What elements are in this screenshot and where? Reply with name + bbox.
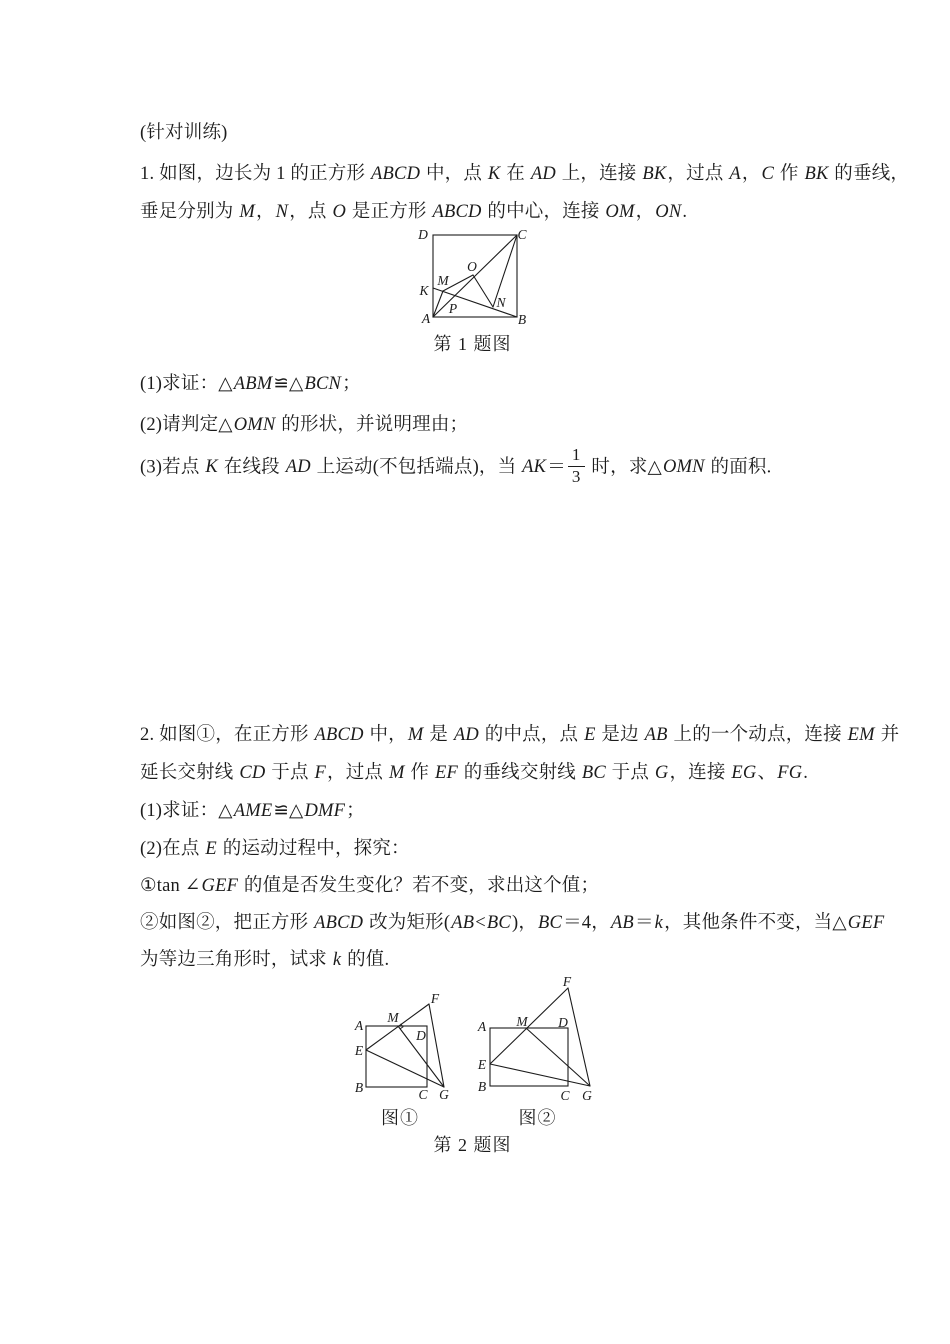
fraction-denominator: 3 [571, 466, 581, 486]
segment-eg [366, 1050, 444, 1087]
training-header: (针对训练) [140, 123, 228, 143]
segment-fg [429, 1004, 444, 1087]
point-label-d: D [418, 227, 428, 242]
point-label-f: F [430, 991, 440, 1006]
figure2-1-caption: 图① [381, 1108, 419, 1128]
fraction-numerator: 1 [568, 446, 585, 467]
point-label-c: C [418, 1087, 428, 1102]
point-label-o: O [467, 259, 477, 274]
point-label-n: N [496, 295, 506, 310]
problem2-q1: (1)求证：△AME≌△DMF； [140, 801, 365, 821]
problem1-q3-pre: (3)若点 K 在线段 AD 上运动(不包括端点)，当 AK＝ [140, 457, 566, 478]
problem1-q2: (2)请判定△OMN 的形状，并说明理由； [140, 415, 469, 435]
point-label-k: K [419, 283, 429, 298]
segment-mg [526, 1028, 590, 1086]
problem2-q2-sub1: ①tan ∠GEF 的值是否发生变化？若不变，求出这个值； [140, 876, 600, 896]
figure2-main-caption: 第 2 题图 [433, 1135, 512, 1155]
problem2-q2-sub2-line2: 为等边三角形时，试求 k 的值. [140, 950, 390, 970]
segment-fg [568, 988, 590, 1086]
problem2-line1: 2. 如图①，在正方形 ABCD 中，M 是 AD 的中点，点 E 是边 AB 上的一个动点，连接 EM 并 [140, 725, 900, 745]
problem1-q1: (1)求证：△ABM≌△BCN； [140, 374, 361, 394]
problem2-q2: (2)在点 E 的运动过程中，探究： [140, 839, 410, 859]
point-label-m: M [387, 1010, 399, 1025]
segment-on [473, 275, 493, 307]
point-label-d: D [558, 1015, 568, 1030]
point-label-f: F [562, 974, 572, 989]
point-label-m: M [437, 273, 449, 288]
problem1-q3-post: 时，求△OMN 的面积. [586, 457, 772, 478]
figure2-2-caption: 图② [518, 1108, 557, 1128]
point-label-d: D [416, 1028, 426, 1043]
segment-am [433, 291, 443, 317]
figure2-1-drawing [340, 985, 460, 1103]
figure-problem2-1 [340, 985, 460, 1108]
figure2-2-drawing [470, 970, 605, 1104]
point-label-a: A [421, 311, 431, 326]
segment-eg [490, 1064, 590, 1086]
problem1-line2: 垂足分别为 M，N，点 O 是正方形 ABCD 的中心，连接 OM，ON. [140, 202, 688, 222]
problem2-line2: 延长交射线 CD 于点 F，过点 M 作 EF 的垂线交射线 BC 于点 G，连接 EG、FG. [140, 763, 809, 783]
figure1-caption: 第 1 题图 [433, 334, 512, 354]
figure1-drawing [410, 225, 535, 337]
point-label-p: P [448, 301, 458, 316]
point-label-c: C [560, 1088, 570, 1103]
rectangle-abcd [490, 1028, 568, 1086]
point-label-g: G [439, 1087, 449, 1102]
figure-problem2-2 [470, 970, 605, 1109]
point-label-b: B [354, 1080, 364, 1095]
problem1-line1: 1. 如图，边长为 1 的正方形 ABCD 中，点 K 在 AD 上，连接 BK，过点 A，C 作 BK 的垂线， [140, 164, 910, 184]
point-label-c: C [517, 227, 527, 242]
point-label-g: G [582, 1088, 592, 1103]
problem2-q2-sub2-line1: ②如图②，把正方形 ABCD 改为矩形(AB<BC)，BC＝4，AB＝k，其他条件不变，当△GEF [140, 913, 885, 933]
point-label-b: B [477, 1079, 487, 1094]
point-label-a: A [477, 1019, 487, 1034]
fraction-one-third [568, 446, 585, 486]
point-label-b: B [517, 312, 527, 327]
point-label-m: M [516, 1014, 528, 1029]
point-label-e: E [477, 1057, 487, 1072]
point-label-e: E [354, 1043, 364, 1058]
point-label-a: A [354, 1018, 364, 1033]
figure-problem1 [410, 225, 535, 342]
problem1-q3 [140, 445, 840, 488]
segment-ef [490, 988, 568, 1064]
